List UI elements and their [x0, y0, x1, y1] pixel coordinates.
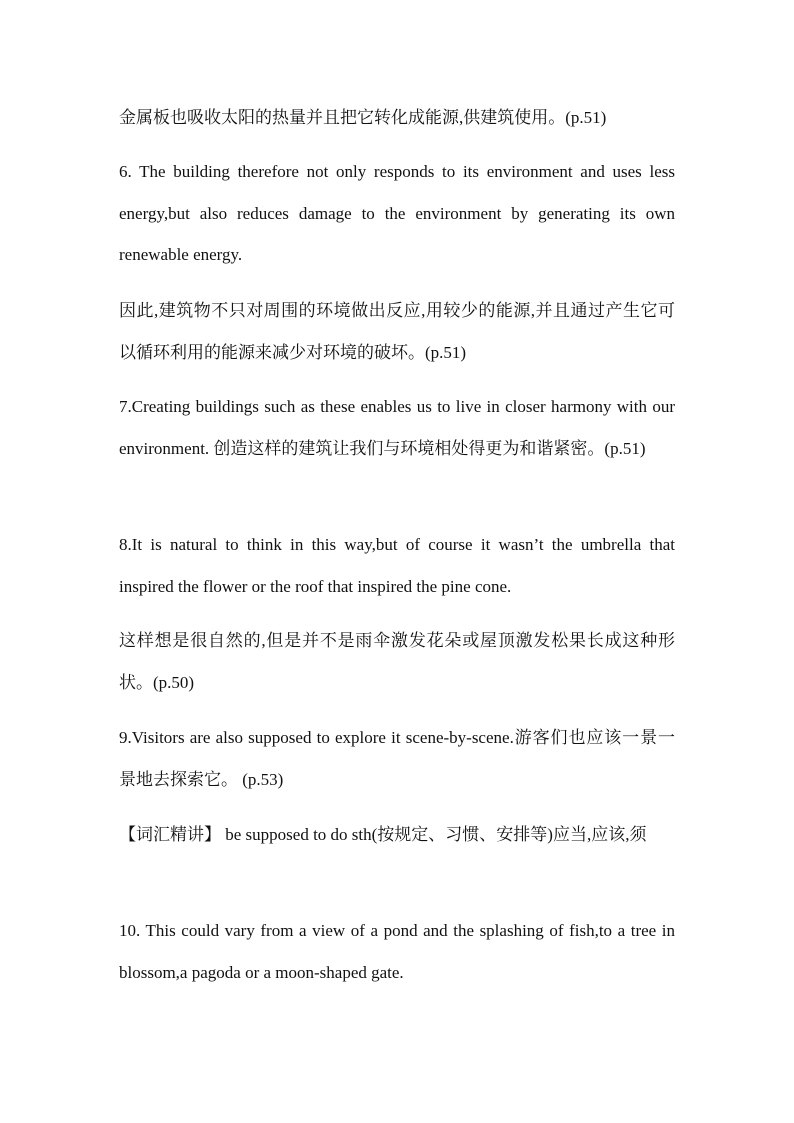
- vocabulary-note: 【词汇精讲】 be supposed to do sth(按规定、习惯、安排等)应当,应该,须: [119, 825, 647, 844]
- paragraph-translation-5: 金属板也吸收太阳的热量并且把它转化成能源,供建筑使用。(p.51): [119, 108, 607, 127]
- paragraph-sentence-9: 9.Visitors are also supposed to explore it scene-by-scene.游客们也应该一景一景地去探索它。 (p.53): [119, 728, 675, 789]
- paragraph-sentence-6: 6. The building therefore not only responds to its environment and uses less energy,but also reduces damage to the environment by generating its own renewable energy.: [119, 162, 675, 264]
- paragraph-sentence-7: 7.Creating buildings such as these enables us to live in closer harmony with our environment. 创造这样的建筑让我们与环境相处得更为和谐紧密。(p.51): [119, 397, 675, 458]
- paragraph-sentence-8: 8.It is natural to think in this way,but of course it wasn’t the umbrella that inspired the flower or the roof that inspired the pine cone.: [119, 535, 675, 596]
- paragraph-translation-8: 这样想是很自然的,但是并不是雨伞激发花朵或屋顶激发松果长成这种形状。(p.50): [119, 631, 675, 692]
- paragraph-sentence-10: 10. This could vary from a view of a pond and the splashing of fish,to a tree in blossom,a pagoda or a moon-shaped gate.: [119, 921, 675, 982]
- paragraph-translation-6: 因此,建筑物不只对周围的环境做出反应,用较少的能源,并且通过产生它可以循环利用的能源来减少对环境的破坏。(p.51): [119, 301, 675, 362]
